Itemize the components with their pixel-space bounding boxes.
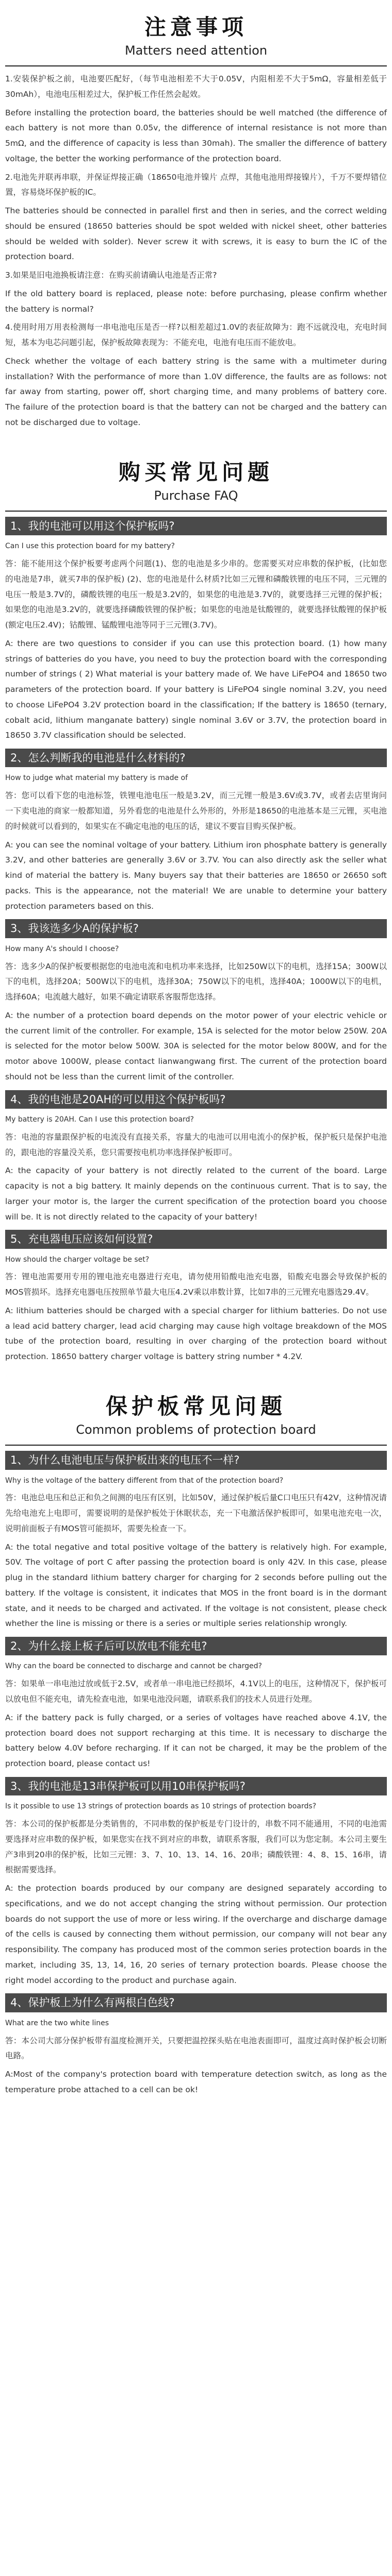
board-answer-en: A: if the battery pack is fully charged, or a series of voltages have reached above 4.1V, the protection board does not support recharging at this time. It is necessary to discharge the battery below 4.0V before recharging. If it can not be charged, it may be the problem of the protection board, please contact us! <box>5 1713 387 1769</box>
faq-answer-en-question: How should the charger voltage be set? <box>5 1255 150 1264</box>
faq-answer-cn: 答：能不能用这个保护板要考虑两个问题(1)、您的电池是多少串的。您需要买对应串数的保护板，(比如您的电池是7串，就买7串的保护板) (2)、您的电池是什么材质?比如三元锂和磷酸铁锂的电压不同，三元锂的电压一般是3.7V的，磷酸铁锂的电压一般是3.2V的，如果您的电池是3.7V的，就要选择三元锂的保护板；如果您的电池是3.2V的，就要选择磷酸铁锂的保护板；如果您的电池是钛酸锂的，就要选择钛酸锂的保护板(额定电压2.4V)；钴酸锂、锰酸锂电池等同于三元锂(3.7V)。 <box>5 559 387 630</box>
notes-header <box>5 0 387 58</box>
board-answer-cn: 答：电池总电压和总正和负之间测的电压有区别，比如50V，通过保护板后量C口电压只有42V，这种情况请先给电池充上电即可，需要说明的是保护板处于休眠状态，充一下电激活保护板即可，如果电池充电一次，说明前面板子有MOS管可能损坏，需要先检查一下。 <box>5 1493 387 1533</box>
board-answer-en: A: the protection boards produced by our company are designed separately according to specifications, and we do not accept changing the string without permission. Our protection boards do not support the use of more or less wiring. If the overcharge and discharge damage of the cells is caused by connecting them without permission, our company will not bear any responsibility. The company has produced most of the common series protection boards in the market, including 3S, 13, 14, 16, 20 series of ternary protection boards. Please choose the right model according to the product and purchase again. <box>5 1884 387 1985</box>
faq-answer-en-question: How to judge what material my battery is made of <box>5 774 188 783</box>
faq-answer-en: A: the capacity of your battery is not directly related to the current of the board. Large capacity is not a big battery. It mainly depends on the continuous current. That is to say, the larger your motor is, the larger the current specification of the protection board you choose will be. It is not directly related to the capacity of your battery! <box>5 1166 387 1222</box>
faq-answer-en: A: lithium batteries should be charged with a special charger for lithium batteries. Do not use a lead acid battery charger, lead acid charging may cause high voltage breakdown of the MOS tube of the protection board, resulting in over charging of the protection board without protection. 18650 battery charger voltage is battery string number * 4.2V. <box>5 1306 387 1362</box>
divider <box>5 65 387 66</box>
note-paragraph: The batteries should be connected in parallel first and then in series, and the correct welding should be ensured (18650 batteries should be spot welded with nickel sheet, other batteries should be welded with solder). Never screw it with screws, it is easy to burn the IC of the protection board. <box>5 206 387 262</box>
divider <box>5 511 387 512</box>
faq-answer-en-question: Can I use this protection board for my battery? <box>5 542 175 551</box>
faq-question-bar: 2、怎么判断我的电池是什么材料的? <box>5 749 387 767</box>
note-paragraph: 4.使用时用万用表检测每一串电池电压是否一样?以相差超过1.0V的表征故障为：跑不远就没电，充电时间短，基本为电芯问题引起，保护板故障表现为：不能充电，电池有电压而不能放电。 <box>5 323 387 348</box>
faq-header <box>5 445 387 503</box>
divider <box>5 1445 387 1446</box>
board-answer-en-question: Why can the board be connected to discharge and cannot be charged? <box>5 1662 262 1671</box>
board-answer-cn: 答：如果单一串电池过放或低于2.5V，或者单一串电池已经损坏，4.1V以上的电压，这种情况下，保护板可以放电但不能充电，请先检查电池，如果电池没问题，请联系我们的技术人员进行处理。 <box>5 1679 387 1704</box>
faq-question-bar: 3、我该选多少A的保护板? <box>5 919 387 938</box>
board-answer-en: A: the total negative and total positive voltage of the battery is relatively high. For example, 50V. The voltage of port C after passing the protection board is only 42V. In this case, please plug in the standard lithium battery charger for charging for 2 seconds before pulling out the battery. If the voltage is consistent, it indicates that MOS in the front board is in the dormant state, and it needs to be charged and activated. If the voltage is not consistent, please check whether the line is missing or there is a series or multiple series relationship wrongly. <box>5 1542 387 1629</box>
faq-subtitle: Purchase FAQ <box>154 488 238 503</box>
notes-title: 注意事项 <box>144 14 248 40</box>
board-answer-en-question: Is it possible to use 13 strings of protection boards as 10 strings of protection boards? <box>5 1802 317 1811</box>
faq-answer-en: A: the number of a protection board depends on the motor power of your electric vehicle or the current limit of the controller. For example, 15A is selected for the motor below 250W. 20A is selected for the motor below 500W. 30A is selected for the motor below 800W, and for the motor above 1000W, please contact lianwangwang first. The current of the protection board should not be less than the current limit of the controller. <box>5 1010 387 1081</box>
board-question-bar: 3、我的电池是13串保护板可以用10串保护板吗? <box>5 1777 387 1795</box>
faq-question-bar: 4、我的电池是20AH的可以用这个保护板吗? <box>5 1090 387 1109</box>
faq-answer-cn: 答：选多少A的保护板要根据您的电池电流和电机功率来选择，比如250W以下的电机，选择15A；300W以下的电机，选择20A；500W以下的电机，选择30A；750W以下的电机，选择40A；1000W以下的电机，选择60A；电流越大越好，如果不确定请联系客服帮您选择。 <box>5 961 387 1002</box>
faq-answer-en: A: there are two questions to consider if you can use this protection board. (1) how many strings of batteries do you have, you need to buy the protection board with the corresponding number of strings ( 2) What material is your battery made of. We have LiFePO4 and 18650 two parameters of the protection board. If your battery is LiFePO4 single nominal 3.2V, you need to choose LiFePO4 3.2V protection board in the classification; If the battery is 18650 (ternary, cobalt acid, lithium manganate battery) single nominal 3.6V or 3.7V, the protection board in 18650 3.7V classification should be selected. <box>5 638 387 740</box>
faq-answer-en-question: My battery is 20AH. Can I use this protection board? <box>5 1115 194 1124</box>
note-paragraph: 1.安装保护板之前，电池要匹配好，（每节电池相差不大于0.05V，内阻相差不大于5mΩ，容量相差低于30mAh），电池电压相差过大，保护板工作任然会起效。 <box>5 74 387 99</box>
board-question-bar: 1、为什么电池电压与保护板出来的电压不一样? <box>5 1451 387 1469</box>
faq-answer-en-question: How many A's should I choose? <box>5 944 119 953</box>
board-answer-cn: 答：本公司大部分保护板带有温度检测开关，只要把温控探头贴在电池表面即可，温度过高时保护板会切断电路。 <box>5 2036 387 2061</box>
faq-answer-cn: 答：您可以看下您的电池标签，铁锂电池电压一般是3.2V，而三元锂一般是3.6V或3.7V，或者去店里询问一下卖电池的商家一般都知道，另外看您的电池是什么外形的，外形是18650的电池基本是三元锂，买电池的时候就可以看到的，如果实在不确定电池的电压的话，建议不要盲目购买保护板。 <box>5 791 387 831</box>
board-subtitle: Common problems of protection board <box>76 1422 316 1437</box>
faq-question-bar: 5、充电器电压应该如何设置? <box>5 1230 387 1248</box>
board-answer-en-question: Why is the voltage of the battery different from that of the protection board? <box>5 1476 284 1485</box>
note-paragraph: 3.如果是旧电池换板请注意：在购买前请确认电池是否正常? <box>5 270 217 280</box>
notes-body <box>5 72 387 431</box>
board-question-bar: 4、保护板上为什么有两根白色线? <box>5 1993 387 2012</box>
notes-subtitle: Matters need attention <box>124 43 268 58</box>
faq-answer-en: A: you can see the nominal voltage of your battery. Lithium iron phosphate battery is generally 3.2V, and other batteries are generally 3.6V or 3.7V. You can also directly ask the seller what kind of material the battery is. Many buyers say that their batteries are 18650 or 26650 soft packs. This is the appearance, not the material! We are unable to determine your battery protection parameters based on this. <box>5 840 387 911</box>
note-paragraph: 2.电池先并联再串联，并保证焊接正确（18650电池并镍片 点焊，其他电池用焊接镍片），千万不要焊错位置，容易烧坏保护板的IC。 <box>5 172 387 197</box>
faq-answer-cn: 答：锂电池需要用专用的锂电池充电器进行充电，请勿使用铅酸电池充电器，铅酸充电器会导致保护板的MOS管损坏。选择充电器电压按照单节最大电压4.2V乘以串数计算，比如7串的三元锂充电器选29.4V。 <box>5 1272 387 1297</box>
faq-answer-cn: 答：电池的容量跟保护板的电流没有直接关系，容量大的电池可以用电流小的保护板，保护板只是保护电池的，跟电池的容量没关系，您只需要按电机功率选择保护板即可。 <box>5 1132 387 1157</box>
board-question-bar: 2、为什么接上板子后可以放电不能充电? <box>5 1637 387 1655</box>
note-paragraph: If the old battery board is replaced, please note: before purchasing, please confirm whether the battery is normal? <box>5 289 387 314</box>
note-paragraph: Check whether the voltage of each battery string is the same with a multimeter during installation? With the performance of more than 1.0V difference, the faults are as follows: not far away from starting, power off, short charging time, and many problems of battery core. The failure of the protection board is that the battery can not be charged and the battery can not be discharged due to voltage. <box>5 356 387 427</box>
board-answer-en: A:Most of the company's protection board with temperature detection switch, as long as the temperature probe attached to a cell can be ok! <box>5 2070 387 2094</box>
board-title: 保护板常见问题 <box>105 1393 286 1419</box>
faq-title: 购买常见问题 <box>118 459 273 485</box>
note-paragraph: Before installing the protection board, the batteries should be well matched (the difference of each battery is not more than 0.05v, the difference of internal resistance is not more than 5mΩ, and the difference of capacity is less than 30mah). The smaller the difference of battery voltage, the better the working performance of the protection board. <box>5 108 387 163</box>
faq-question-bar: 1、我的电池可以用这个保护板吗? <box>5 517 387 535</box>
board-answer-en-question: What are the two white lines <box>5 2019 109 2027</box>
board-answer-cn: 答：本公司的保护板都是分类销售的，不同串数的保护板是专门设计的，串数不同不能通用，不同的电池需要选择对应串数的保护板，如果您实在找不到对应的串数，请联系客服，我们可以为您定制。本公司主要生产3串到20串的保护板，比如三元锂：3、7、10、13、14、16、20串；磷酸铁锂：4、8、15、16串，请根据需要选择。 <box>5 1819 387 1875</box>
board-header <box>5 1379 387 1437</box>
